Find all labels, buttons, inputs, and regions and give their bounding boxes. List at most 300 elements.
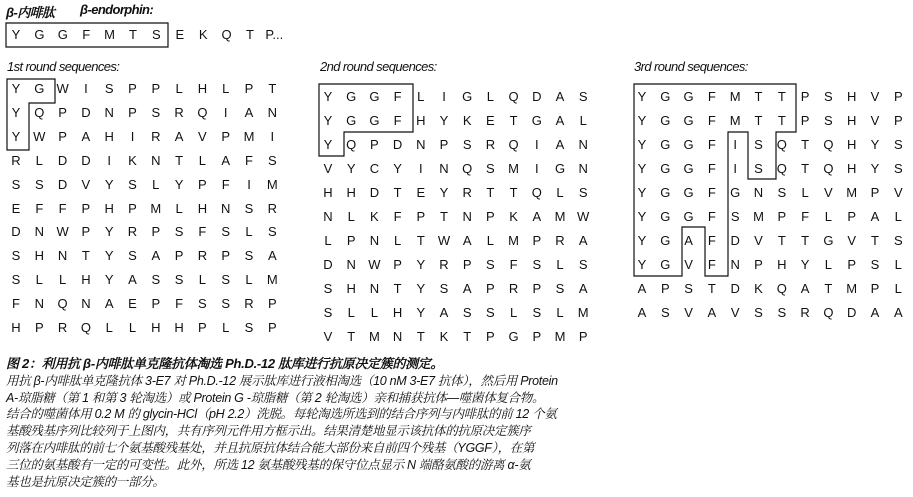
residue: P [370,137,379,152]
residue: E [486,113,495,128]
residue: F [393,209,402,224]
residue: Y [393,161,402,176]
residue: R [462,185,472,200]
residue: S [174,272,184,288]
round-3-label: 3rd round sequences: [634,59,748,74]
residue: S [323,281,333,296]
residue: L [105,320,113,335]
residue: Y [11,104,21,120]
residue: Y [439,185,449,200]
residue: A [174,128,184,144]
residue: Q [197,104,208,120]
residue: L [175,200,183,216]
residue: P [754,257,763,272]
residue: H [346,281,356,296]
residue: Y [870,161,880,176]
residue: L [35,152,43,168]
residue: T [393,185,402,200]
residue: L [894,209,902,224]
residue: Y [174,176,184,192]
residue: P... [265,27,284,42]
residue: N [730,257,740,272]
residue: T [268,81,277,96]
residue: G [369,113,380,128]
residue: M [846,185,858,200]
residue: A [800,281,810,296]
residue: G [346,89,357,104]
residue: Y [346,161,356,176]
residue: H [197,200,208,216]
residue: L [58,272,67,288]
residue: A [151,248,161,264]
caption-line: 基也是抗原决定簇的一部分。 [6,474,165,489]
residue: Y [104,176,114,192]
residue: V [870,89,880,104]
residue: W [56,224,69,240]
residue: K [198,27,208,42]
residue: L [824,209,832,224]
residue: T [801,137,810,152]
residue: D [323,257,333,272]
residue: N [81,296,91,312]
residue: S [532,305,542,320]
residue: G [660,233,671,248]
residue: H [392,305,403,320]
residue: F [707,89,716,104]
residue: S [893,137,903,152]
residue: S [323,305,333,320]
residue: K [128,152,137,168]
residue: L [894,257,902,272]
residue: L [556,257,564,272]
residue: P [486,281,495,296]
residue: P [128,104,137,120]
residue: G [508,329,519,344]
residue: H [174,320,184,335]
residue: G [346,113,357,128]
residue: G [554,161,566,176]
residue: L [894,281,902,296]
residue: S [660,305,670,320]
residue: Y [104,272,114,288]
residue: M [150,200,162,216]
residue: S [486,257,495,272]
caption-title: 图 2：利用抗 β-内啡肽单克隆抗体淘选 Ph.D.-12 肽库进行抗原决定簇的测定。 [6,356,444,371]
residue: Y [637,233,647,248]
residue: I [223,104,228,120]
residue: S [754,161,763,176]
residue: N [57,248,68,264]
residue: N [369,281,380,296]
residue: T [871,233,879,248]
residue: S [198,296,207,312]
residue: Q [508,137,519,152]
residue: P [221,248,231,264]
residue: L [222,81,230,96]
residue: S [578,89,588,104]
residue: V [754,233,763,248]
residue: G [683,185,694,200]
residue: M [266,272,278,288]
residue: A [870,209,880,224]
residue: V [870,113,880,128]
residue: P [58,128,67,144]
residue: V [893,185,903,200]
residue: F [707,257,716,272]
residue: H [777,257,787,272]
residue: A [707,305,717,320]
residue: V [684,257,693,272]
residue: F [707,113,716,128]
residue: L [245,272,253,288]
residue: L [393,233,402,248]
residue: S [152,27,161,42]
residue: S [244,200,254,216]
residue: Q [80,320,91,335]
residue: M [554,209,566,224]
residue: V [323,161,333,176]
residue: K [509,209,518,224]
header-title-cn: β-内啡肽 [6,5,55,20]
residue: N [34,296,44,312]
residue: G [660,209,671,224]
residue: I [534,137,539,152]
residue: K [754,281,763,296]
residue: F [707,137,716,152]
residue: L [579,113,587,128]
residue: H [346,185,356,200]
residue: F [801,209,810,224]
residue: V [81,176,91,192]
residue: S [221,224,231,240]
residue: S [244,320,254,335]
residue: N [439,161,449,176]
residue: P [847,209,857,224]
residue: R [439,257,449,272]
caption-line: 结合的噬菌体用 0.2 M 的 glycin-HCl（pH 2.2）洗脱。每轮淘选所选到的结合序列与内啡肽的前 12 个氨 [6,407,557,422]
residue: P [439,137,449,152]
residue: H [197,81,208,96]
residue: P [81,224,91,240]
residue: T [801,233,810,248]
residue: S [754,305,763,320]
residue: S [462,305,472,320]
residue: I [107,152,111,168]
residue: M [266,176,278,192]
residue: P [893,113,903,128]
residue: N [753,185,764,200]
residue: G [34,27,45,42]
figure-caption [6,356,906,490]
residue: T [347,329,356,344]
residue: D [11,224,21,240]
residue: L [347,305,355,320]
residue: M [508,161,520,176]
residue: S [824,113,833,128]
caption-line: 用抗 β-内啡肽单克隆抗体 3-E7 对 Ph.D.-12 展示肽库进行液相淘选（10 nM 3-E7 抗体），然后用 Protein [6,373,558,388]
residue: S [893,233,903,248]
residue: D [81,104,91,120]
residue: I [247,176,251,192]
residue: P [128,81,137,96]
residue: L [486,233,494,248]
residue: T [777,233,786,248]
residue: L [370,305,378,320]
residue: H [323,185,333,200]
residue: A [244,104,254,120]
residue: H [34,248,44,264]
residue: F [198,224,207,240]
residue: S [462,137,472,152]
residue: A [684,233,693,248]
residue: A [637,281,647,296]
residue: S [578,257,588,272]
residue: W [437,233,451,248]
residue: S [824,89,833,104]
residue: L [198,272,206,288]
residue: P [128,200,137,216]
residue: T [509,185,518,200]
residue: Q [776,281,787,296]
residue: N [323,209,333,224]
residue: A [532,209,542,224]
residue: S [578,185,588,200]
residue: V [684,305,693,320]
residue: Y [104,248,114,264]
residue: A [555,137,565,152]
residue: F [509,257,518,272]
residue: A [267,248,277,264]
residue: T [246,27,254,42]
residue: A [893,305,903,320]
residue: F [707,185,716,200]
residue: S [267,152,277,168]
caption-line: 列落在内啡肽的前七个氨基酸残基处，并且抗原抗体结合能大部份来自前四个残基（YGGF），在第 [6,440,535,455]
residue: S [104,81,114,96]
residue: A [81,128,91,144]
residue: P [393,257,402,272]
residue: P [847,257,857,272]
residue: P [198,320,207,335]
residue: T [416,329,425,344]
residue: P [81,200,91,216]
residue: Y [323,113,333,128]
residue: S [532,257,542,272]
residue: Q [823,161,834,176]
residue: H [151,320,161,335]
residue: N [151,152,161,168]
residue: F [707,233,716,248]
residue: S [174,224,184,240]
residue: T [440,209,448,224]
residue: M [753,209,764,224]
residue: Y [637,257,647,272]
residue: R [57,320,68,335]
residue: Y [323,137,333,152]
residue: M [508,233,520,248]
residue: P [416,209,426,224]
residue: H [104,200,114,216]
residue: I [270,128,275,144]
residue: P [532,281,542,296]
residue: S [893,161,903,176]
residue: L [509,305,518,320]
residue: N [220,200,231,216]
residue: V [198,128,207,144]
residue: G [660,113,671,128]
residue: L [128,320,137,335]
residue: A [637,305,647,320]
residue: E [416,185,426,200]
residue: N [267,104,277,120]
residue: T [777,89,786,104]
residue: P [777,209,787,224]
residue: S [151,272,161,288]
residue: T [463,329,472,344]
residue: Y [637,185,647,200]
residue: N [392,329,403,344]
residue: F [245,152,253,168]
residue: R [267,200,277,216]
residue: I [733,161,737,176]
residue: F [393,113,402,128]
residue: F [12,296,20,312]
residue: D [81,152,91,168]
residue: Q [823,137,834,152]
residue: P [800,89,810,104]
residue: P [870,185,880,200]
residue: S [34,176,44,192]
residue: S [486,305,495,320]
residue: Y [637,209,647,224]
round-2-label: 2nd round sequences: [320,59,437,74]
residue: Y [637,161,647,176]
residue: S [486,161,495,176]
residue: W [577,209,590,224]
residue: D [532,89,542,104]
residue: N [34,224,44,240]
residue: S [128,176,137,192]
residue: P [221,128,231,144]
residue: S [870,257,880,272]
residue: H [846,89,857,104]
residue: P [267,320,277,335]
residue: H [846,161,857,176]
residue: T [393,281,402,296]
residue: A [128,272,137,288]
residue: Y [416,257,426,272]
residue: M [243,128,255,144]
residue: Y [637,89,647,104]
residue: Y [637,113,647,128]
residue: G [34,81,45,96]
residue: P [870,281,880,296]
residue: A [439,305,449,320]
residue: G [531,113,542,128]
residue: Y [11,81,21,96]
residue: M [846,281,858,296]
residue: S [267,224,277,240]
residue: L [347,209,355,224]
residue: E [11,200,21,216]
residue: T [81,248,90,264]
residue: D [730,233,740,248]
residue: Q [823,305,834,320]
residue: Q [776,161,787,176]
residue: F [221,176,230,192]
residue: L [152,176,160,192]
residue: L [245,224,253,240]
residue: G [660,257,671,272]
residue: N [462,209,472,224]
residue: I [534,161,539,176]
residue: P [34,320,44,335]
residue: N [578,137,588,152]
residue: N [416,137,426,152]
residue: Y [416,281,426,296]
residue: V [847,233,857,248]
residue: P [174,248,184,264]
residue: P [462,257,472,272]
residue: D [730,281,740,296]
residue: L [801,185,809,200]
residue: P [151,81,161,96]
residue: T [801,161,810,176]
residue: E [175,27,185,42]
residue: L [417,89,425,104]
residue: S [221,296,231,312]
residue: A [578,233,588,248]
residue: G [660,161,671,176]
residue: A [870,305,880,320]
residue: G [57,27,68,42]
residue: P [198,176,207,192]
residue: P [244,81,254,96]
residue: R [11,152,21,168]
residue: N [104,104,114,120]
residue: H [81,272,91,288]
residue: G [683,209,694,224]
residue: D [369,185,380,200]
residue: R [197,248,208,264]
residue: S [754,137,763,152]
residue: Y [637,137,647,152]
residue: M [729,113,741,128]
residue: R [174,104,184,120]
residue: S [221,272,231,288]
residue: Q [531,185,542,200]
residue: G [683,137,694,152]
residue: Y [439,113,449,128]
residue: L [175,81,183,96]
residue: T [777,113,786,128]
residue: W [33,128,46,144]
residue: G [823,233,834,248]
residue: F [393,89,402,104]
residue: S [128,248,137,264]
residue: Y [104,224,114,240]
residue: Y [11,27,21,42]
residue: S [11,176,21,192]
residue: Q [462,161,473,176]
residue: R [800,305,810,320]
residue: T [129,27,137,42]
residue: R [555,233,565,248]
residue: P [486,329,495,344]
residue: M [554,329,566,344]
residue: T [824,281,833,296]
residue: P [893,89,903,104]
